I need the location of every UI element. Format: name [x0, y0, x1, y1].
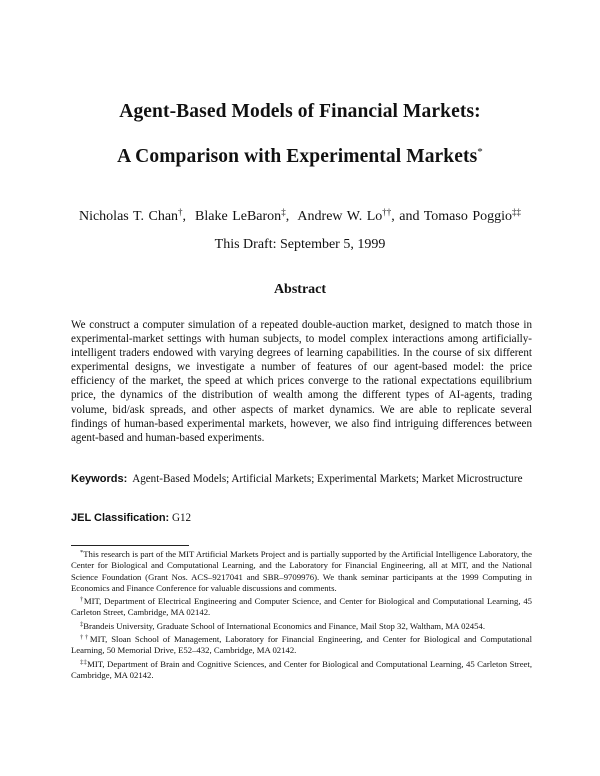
footnote-mark: * — [80, 549, 84, 556]
author-mark: ‡ — [281, 207, 286, 217]
author-list — [0, 207, 600, 225]
author-name: Blake LeBaron — [195, 209, 282, 224]
keywords-line — [71, 472, 532, 486]
author-name: Nicholas T. Chan — [78, 209, 179, 224]
author-conjunction: and — [399, 209, 420, 224]
footnote-mark: ‡ — [80, 620, 84, 628]
author-separator: , — [182, 209, 187, 224]
abstract-body: We construct a computer simulation of a repeated double-auction market, designed to match those in experimental-market settings with human subjects, to model complex interactions among artificially-intelligent traders endowed with varying degrees of learning capabilities. In the course of six different experimental designs, we investigate a number of features of our agent-based model: the price efficiency of the market, the speed at which prices converge to the rational expectations equilibrium price, the dynamics of the distribution of wealth among the different types of AI-agents, trading volume, bid/ask spreads, and other aspects of market dynamics. We are able to replicate several findings of human-based experimental markets, however, we also find intriguing differences between agent-based and human-based experiments. — [71, 319, 532, 444]
footnote — [71, 547, 532, 594]
footnote — [71, 619, 532, 632]
footnote-rule — [71, 545, 189, 546]
jel-label: JEL Classification: — [71, 512, 170, 524]
footnotes — [71, 547, 532, 681]
footnote — [71, 594, 532, 619]
author-name: Andrew W. Lo — [297, 209, 383, 224]
footnote-text: MIT, Department of Electrical Engineering and Computer Science, and Center for Biological and Computational Learning, 45 Carleton Street, Cambridge, MA 02142. — [71, 596, 533, 618]
footnote-text: Brandeis University, Graduate School of International Economics and Finance, Mail Stop 32, Waltham, MA 02454. — [83, 620, 485, 631]
title-line-2 — [0, 146, 600, 168]
author-separator: , — [285, 209, 290, 224]
footnote — [71, 657, 532, 682]
author-separator: , — [391, 209, 395, 224]
keywords-label: Keywords: — [71, 473, 128, 485]
title-line-1 — [0, 101, 600, 123]
title-footnote-mark: * — [477, 146, 483, 158]
author-name: Tomaso Poggio — [423, 209, 513, 224]
jel-line — [71, 511, 532, 525]
footnote-text: MIT, Department of Brain and Cognitive Sciences, and Center for Biological and Computational Learning, 45 Carleton Street, Cambridge, MA 02142. — [71, 658, 532, 680]
title-line-1-text: Agent-Based Models of Financial Markets: — [119, 101, 481, 122]
title-line-2-text: A Comparison with Experimental Markets — [117, 146, 478, 167]
jel-code: G12 — [172, 512, 192, 524]
footnote-text: MIT, Sloan School of Management, Laboratory for Financial Engineering, and Center for Biological and Computational Learning, 50 Memorial Drive, E52–432, Cambridge, MA 02142. — [71, 634, 533, 656]
author-mark: † — [178, 207, 183, 217]
footnote-mark: †† — [80, 634, 90, 642]
author-mark: ‡‡ — [512, 207, 522, 217]
draft-date: This Draft: September 5, 1999 — [214, 237, 386, 252]
author-mark: †† — [382, 207, 392, 217]
footnote-mark: ‡‡ — [80, 658, 88, 666]
footnote-mark: † — [80, 596, 84, 604]
keywords-text: Agent-Based Models; Artificial Markets; Experimental Markets; Market Microstructure — [132, 473, 523, 485]
footnote — [71, 632, 532, 657]
abstract-heading: Abstract — [273, 282, 327, 297]
footnote-text: This research is part of the MIT Artificial Markets Project and is partially supported by the Artificial Intelligence Laboratory, the Center for Biological and Computational Learning, and the Laboratory for Financial Engineering, all at MIT, and the National Science Foundation (Grant Nos. ACS–9217041 and SBR–9709976). We thank seminar participants at the 1999 Computing in Economics and Finance Conference for valuable discussions and comments. — [71, 549, 532, 593]
